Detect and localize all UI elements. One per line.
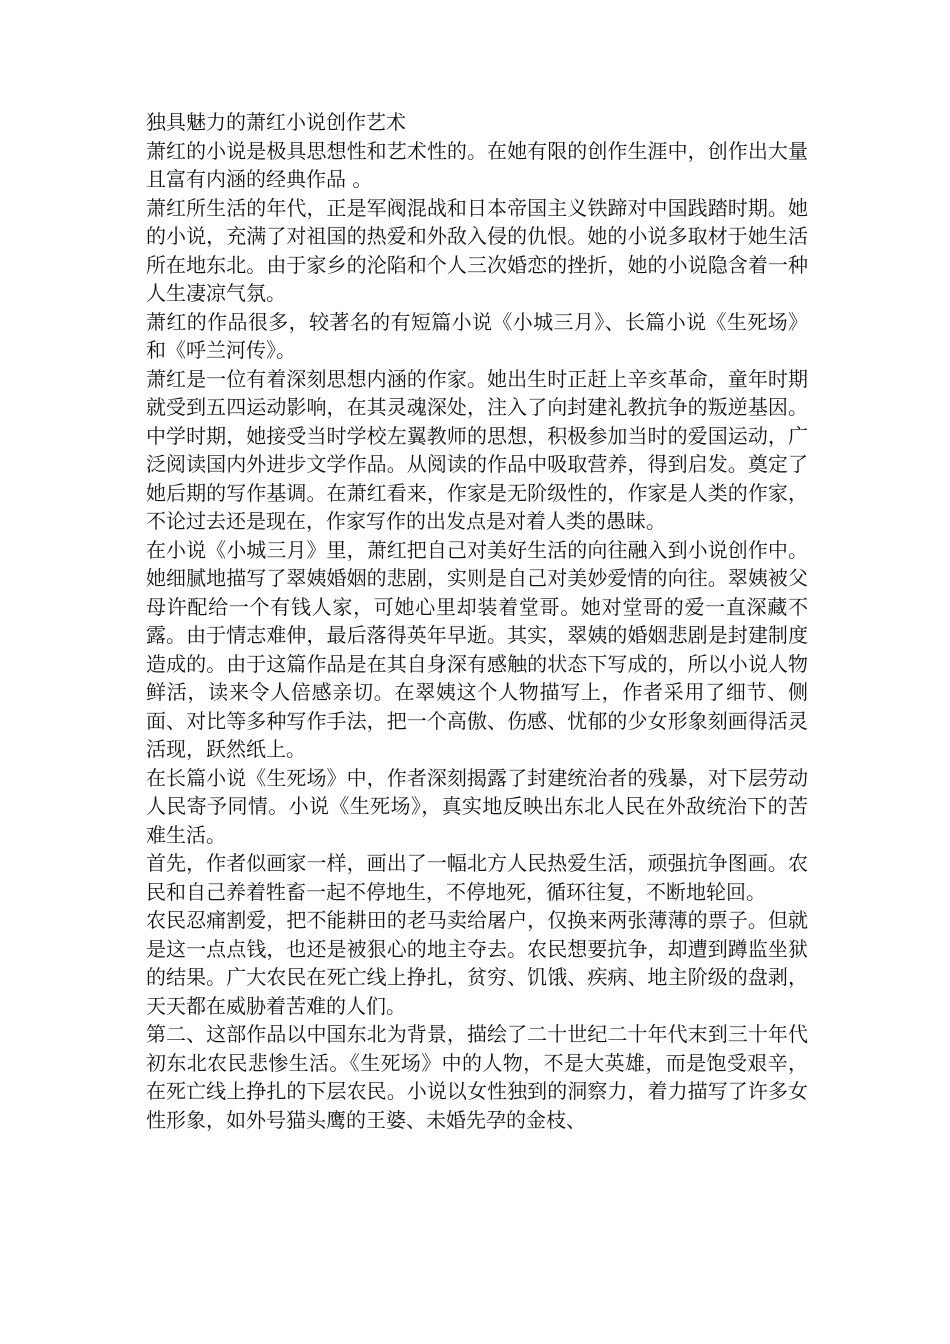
paragraph-6: 在长篇小说《生死场》中，作者深刻揭露了封建统治者的残暴，对下层劳动人民寄予同情。小说《生死场》，真实地反映出东北人民在外敌统治下的苦难生活。 [146,765,808,847]
paragraph-5: 在小说《小城三月》里，萧红把自己对美好生活的向往融入到小说创作中。她细腻地描写了翠姨婚姻的悲剧，实则是自己对美妙爱情的向往。翠姨被父母许配给一个有钱人家，可她心里却装着堂哥。她对堂哥的爱一直深藏不露。由于情志难伸，最后落得英年早逝。其实，翠姨的婚姻悲剧是封建制度造成的。由于这篇作品是在其自身深有感触的状态下写成的，所以小说人物鲜活，读来令人倍感亲切。在翠姨这个人物描写上，作者采用了细节、侧面、对比等多种写作手法，把一个高傲、伤感、忧郁的少女形象刻画得活灵活现，跃然纸上。 [146,537,808,761]
paragraph-1: 萧红的小说是极具思想性和艺术性的。在她有限的创作生涯中，创作出大量且富有内涵的经典作品 。 [146,138,808,191]
paragraph-7: 首先，作者似画家一样，画出了一幅北方人民热爱生活，顽强抗争图画。农民和自己养着牲畜一起不停地生，不停地死，循环往复，不断地轮回。 [146,851,808,904]
document-page [146,108,808,1134]
document-title: 独具魅力的萧红小说创作艺术 [146,110,406,134]
paragraph-9: 第二、这部作品以中国东北为背景，描绘了二十世纪二十年代末到三十年代初东北农民悲惨生活。《生死场》中的人物，不是大英雄，而是饱受艰辛，在死亡线上挣扎的下层农民。小说以女性独到的洞察力，着力描写了许多女性形象，如外号猫头鹰的王婆、未婚先孕的金枝、 [146,1022,808,1132]
paragraph-8: 农民忍痛割爱，把不能耕田的老马卖给屠户，仅换来两张薄薄的票子。但就是这一点点钱，也还是被狠心的地主夺去。农民想要抗争，却遭到蹲监坐狱的结果。广大农民在死亡线上挣扎，贫穷、饥饿、疾病、地主阶级的盘剥，天天都在威胁着苦难的人们。 [146,908,808,1018]
paragraph-2: 萧红所生活的年代，正是军阀混战和日本帝国主义铁蹄对中国践踏时期。她的小说，充满了对祖国的热爱和外敌入侵的仇恨。她的小说多取材于她生活所在地东北。由于家乡的沦陷和个人三次婚恋的挫折，她的小说隐含着一种人生凄凉气氛。 [146,195,808,305]
paragraph-4: 萧红是一位有着深刻思想内涵的作家。她出生时正赶上辛亥革命，童年时期就受到五四运动影响，在其灵魂深处，注入了向封建礼教抗争的叛逆基因。中学时期，她接受当时学校左翼教师的思想，积极参加当时的爱国运动，广泛阅读国内外进步文学作品。从阅读的作品中吸取营养，得到启发。奠定了她后期的写作基调。在萧红看来，作家是无阶级性的，作家是人类的作家，不论过去还是现在，作家写作的出发点是对着人类的愚昧。 [146,366,808,533]
paragraph-3: 萧红的作品很多，较著名的有短篇小说《小城三月》、长篇小说《生死场》和《呼兰河传》。 [146,309,808,362]
